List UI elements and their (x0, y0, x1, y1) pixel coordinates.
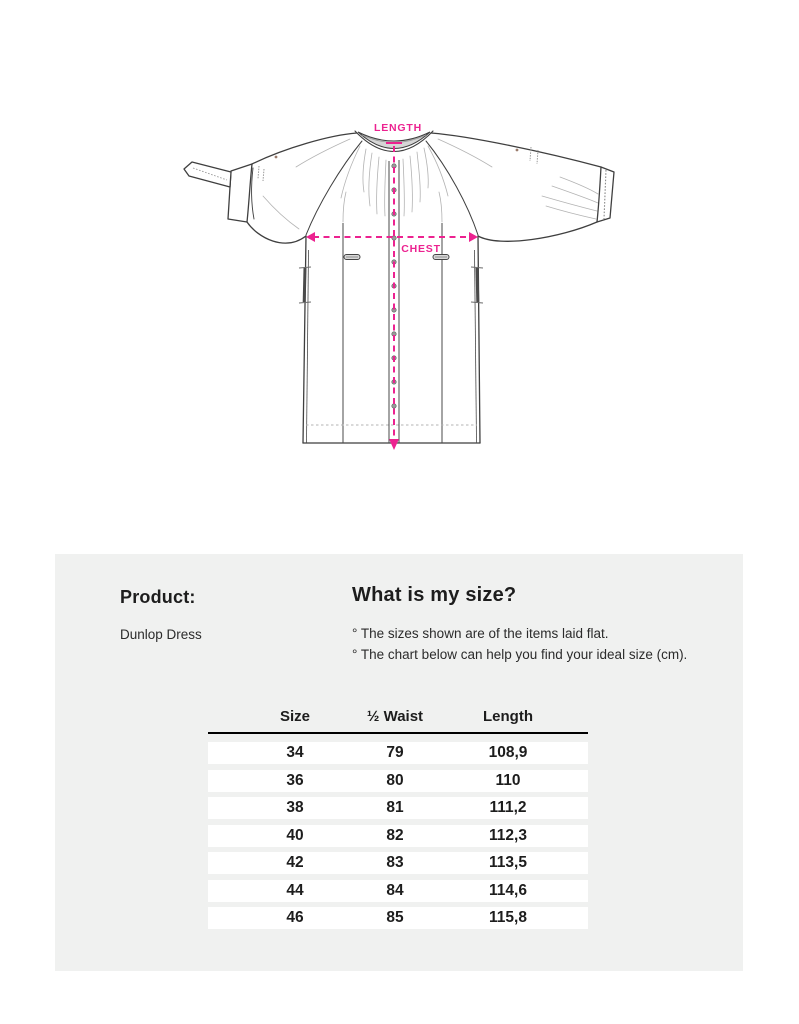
info-panel (55, 554, 743, 971)
size-table-header (208, 702, 588, 734)
column-header-length: Length (483, 708, 533, 725)
table-cell-half-waist: 85 (386, 909, 404, 926)
table-cell-size: 42 (286, 854, 304, 871)
table-row (208, 742, 588, 764)
table-cell-half-waist: 81 (386, 799, 404, 816)
table-cell-length: 114,6 (489, 881, 527, 899)
length-label: LENGTH (374, 122, 422, 134)
table-row (208, 797, 588, 819)
table-cell-length: 110 (495, 771, 521, 789)
size-table-rows (208, 742, 588, 929)
table-cell-size: 36 (286, 771, 304, 789)
size-table (208, 702, 588, 935)
size-question-heading: What is my size? (352, 584, 517, 606)
product-name: Dunlop Dress (120, 627, 202, 642)
table-cell-size: 34 (286, 744, 304, 761)
column-header-half-waist: ½ Waist (366, 708, 424, 725)
seam-lines (307, 160, 477, 443)
table-cell-length: 113,5 (489, 854, 527, 871)
table-row (208, 825, 588, 847)
size-note-chart: ° The chart below can help you find your ideal size (cm). (352, 646, 688, 662)
table-cell-half-waist: 79 (386, 744, 404, 761)
table-row (208, 880, 588, 902)
column-header-size: Size (279, 708, 311, 725)
table-cell-half-waist: 80 (386, 771, 404, 789)
table-cell-half-waist: 83 (386, 854, 404, 871)
table-cell-length: 111,2 (489, 799, 527, 816)
table-row (208, 852, 588, 874)
table-cell-size: 38 (286, 799, 304, 816)
product-heading: Product: (120, 587, 196, 607)
table-cell-size: 46 (286, 909, 304, 926)
table-row (208, 907, 588, 929)
chest-label: CHEST (401, 243, 441, 255)
size-notes (352, 624, 687, 665)
table-cell-size: 40 (286, 826, 304, 844)
table-row (208, 770, 588, 792)
chest-arrowhead-left (306, 232, 315, 242)
chest-arrowhead-right (469, 232, 478, 242)
table-cell-half-waist: 82 (386, 826, 404, 844)
table-cell-half-waist: 84 (386, 881, 404, 899)
side-slit-marks (299, 267, 483, 303)
length-arrowhead (389, 439, 399, 450)
table-cell-length: 112,3 (489, 826, 527, 844)
size-note-flat: ° The sizes shown are of the items laid flat. (352, 626, 609, 641)
table-cell-size: 44 (286, 881, 304, 899)
table-cell-length: 115,8 (489, 909, 527, 926)
pocket-welts (344, 255, 449, 260)
table-cell-length: 108,9 (488, 744, 528, 761)
